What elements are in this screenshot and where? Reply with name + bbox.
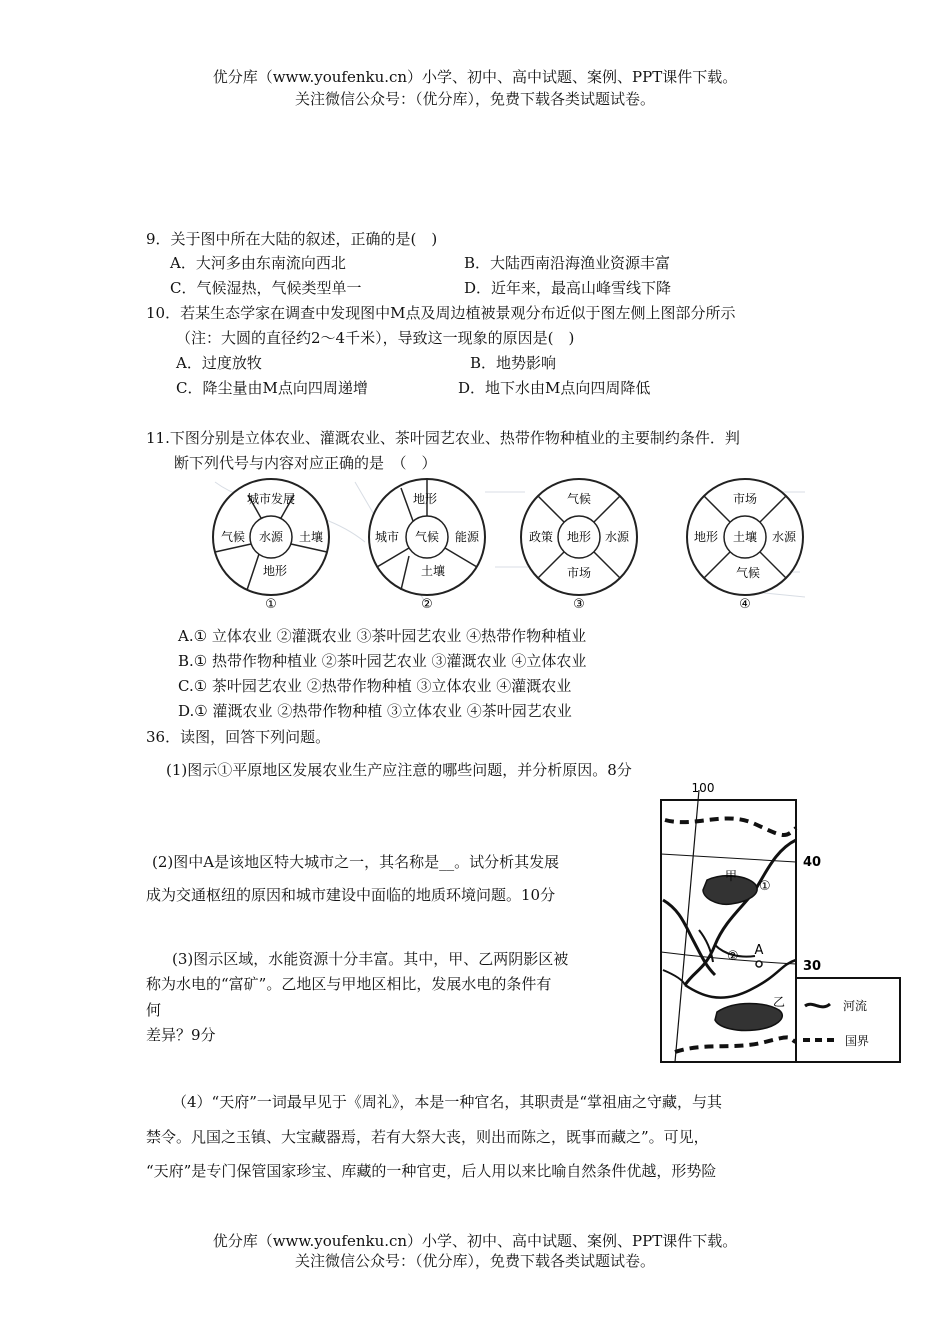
q36-stem: 36．读图，回答下列问题。 [146,728,331,746]
q9-option-a: A．大河多由东南流向西北 [170,254,346,272]
wheel-1-number: ① [265,597,277,612]
wheel-1-top: 城市发展 [246,492,296,506]
wheel-4-left: 地形 [693,530,719,544]
latitude-30-label: 30 [803,959,822,974]
q9-option-b: B．大陆西南沿海渔业资源丰富 [464,254,671,272]
map-legend [796,978,900,1062]
wheel-4-center: 土壤 [732,530,758,544]
q10-option-b: B．地势影响 [470,354,557,372]
q11-option-b: B.① 热带作物种植业 ②茶叶园艺农业 ③灌溉农业 ④立体农业 [178,652,587,670]
header-line-1: 优分库（www.youfenku.cn）小学、初中、高中试题、案例、PPT课件下载。 [212,68,738,86]
legend-border-label: 国界 [845,1034,870,1048]
wheel-4-bottom: 气候 [735,566,761,580]
wheel-3 [521,479,637,612]
wheel-4-top: 市场 [732,492,758,506]
wheel-1-right: 土壤 [298,530,324,544]
q9-option-d: D．近年来，最高山峰雪线下降 [464,279,672,297]
wheel-1-center: 水源 [258,530,284,544]
label-area-1: ① [759,879,771,894]
label-area-2: ② [727,949,739,964]
longitude-label: 100 [691,781,715,795]
wheel-1-left: 气候 [220,530,246,544]
wheel-3-left: 政策 [528,530,554,544]
q36-part-1: (1)图示①平原地区发展农业生产应注意的哪些问题，并分析原因。8分 [166,761,632,779]
wheel-1-bottom: 地形 [262,564,288,578]
wheel-3-bottom: 市场 [566,566,592,580]
latitude-40-label: 40 [803,855,822,870]
wheel-2-bottom: 土壤 [420,564,446,578]
q11-stem-2: 断下列代号与内容对应正确的是 （ ） [174,454,437,472]
q36-part-4-line-3: “天府”是专门保管国家珍宝、库藏的一种官吏，后人用以来比喻自然条件优越，形势险 [146,1162,717,1180]
wheel-2-center: 气候 [414,530,440,544]
wheel-2-left: 城市 [374,530,400,544]
q11-option-d: D.① 灌溉农业 ②热带作物种植 ③立体农业 ④茶叶园艺农业 [178,702,572,720]
q36-part-2-line-1: (2)图中A是该地区特大城市之一，其名称是__。试分析其发展 [152,853,560,871]
q9-option-c: C．气候湿热，气候类型单一 [170,279,362,297]
label-jia: 甲 [725,869,738,883]
q11-option-c: C.① 茶叶园艺农业 ②热带作物种植 ③立体农业 ④灌溉农业 [178,677,572,695]
wheel-3-top: 气候 [566,492,592,506]
footer-line-2: 关注微信公众号：（优分库），免费下载各类试题试卷。 [294,1252,655,1270]
region-map-figure [655,780,905,1065]
wheel-2-top: 地形 [412,492,438,506]
q10-stem-2: （注：大圆的直径约2～4千米），导致这一现象的原因是( ) [176,329,575,347]
q36-part-2-line-2: 成为交通枢纽的原因和城市建设中面临的地质环境问题。10分 [146,886,556,904]
q9-stem: 9．关于图中所在大陆的叙述，正确的是( ) [146,230,438,248]
city-a-label: A [754,943,764,958]
footer-line-1: 优分库（www.youfenku.cn）小学、初中、高中试题、案例、PPT课件下载。 [212,1232,738,1250]
q11-stem-1: 11.下图分别是立体农业、灌溉农业、茶叶园艺农业、热带作物种植业的主要制约条件．判 [146,429,740,447]
q10-option-d: D．地下水由M点向四周降低 [458,379,651,397]
legend-river-label: 河流 [843,999,868,1013]
q36-part-3-line-1: (3)图示区域，水能资源十分丰富。其中，甲、乙两阴影区被 [172,950,569,968]
q10-stem-1: 10．若某生态学家在调查中发现图中M点及周边植被景观分布近似于图左侧上图部分所示 [146,304,736,322]
agriculture-wheels-figure [195,472,815,620]
wheel-3-center: 地形 [566,530,592,544]
wheel-2-right: 能源 [454,530,480,544]
q36-part-3-line-4: 差异？9分 [146,1026,216,1044]
wheel-4-right: 水源 [771,530,797,544]
city-a-marker [756,961,762,967]
wheel-1 [213,479,329,612]
q10-option-a: A．过度放牧 [176,354,262,372]
header-line-2: 关注微信公众号：（优分库），免费下载各类试题试卷。 [294,90,655,108]
q36-part-4-line-2: 禁令。凡国之玉镇、大宝藏器焉，若有大祭大丧，则出而陈之，既事而藏之”。可见， [146,1128,709,1146]
wheel-3-number: ③ [573,597,585,612]
label-yi: 乙 [773,995,786,1009]
wheel-2 [369,479,485,612]
wheel-2-number: ② [421,597,433,612]
wheel-3-right: 水源 [604,530,630,544]
wheel-4-number: ④ [739,597,751,612]
q36-part-3-line-3: 何 [146,1001,162,1019]
q36-part-3-line-2: 称为水电的“富矿”。乙地区与甲地区相比，发展水电的条件有 [146,975,552,993]
wheel-4 [687,479,803,612]
q11-option-a: A.① 立体农业 ②灌溉农业 ③茶叶园艺农业 ④热带作物种植业 [178,627,587,645]
q10-option-c: C．降尘量由M点向四周递增 [176,379,368,397]
q36-part-4-line-1: （4）“天府”一词最早见于《周礼》，本是一种官名，其职责是“掌祖庙之守藏，与其 [172,1093,723,1111]
